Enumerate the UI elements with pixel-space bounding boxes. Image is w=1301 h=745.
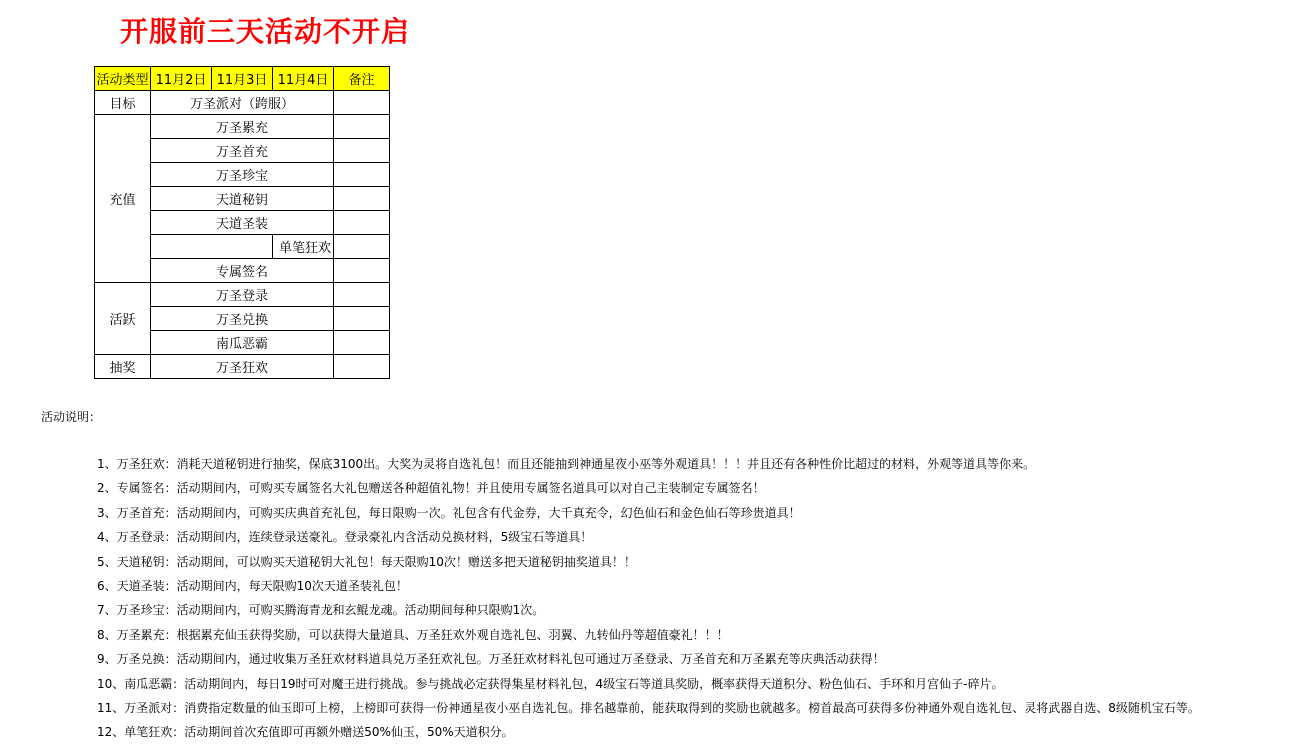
- list-item: 10、南瓜恶霸：活动期间内，每日19时可对魔王进行挑战。参与挑战必定获得集星材料礼包，4级宝石等道具奖励，概率获得天道积分、粉色仙石、手环和月宫仙子-碎片。: [97, 676, 1004, 691]
- activity-cell: 天道秘钥: [151, 187, 334, 211]
- activity-schedule-table: [94, 66, 390, 379]
- remarks-cell: [334, 331, 390, 355]
- list-item: 4、万圣登录：活动期间内，连续登录送豪礼。登录豪礼内含活动兑换材料，5级宝石等道具！: [97, 530, 593, 545]
- remarks-cell: [334, 211, 390, 235]
- list-item: 2、专属签名：活动期间内，可购买专属签名大礼包赠送各种超值礼物！并且使用专属签名道具可以对自己主装制定专属签名！: [97, 481, 765, 496]
- header-nov-4: 11月4日: [273, 67, 334, 91]
- remarks-cell: [334, 115, 390, 139]
- page-title: 开服前三天活动不开启: [120, 15, 411, 48]
- table-row: [95, 91, 390, 115]
- activity-cell: 万圣派对（跨服）: [151, 91, 334, 115]
- activity-cell: 万圣累充: [151, 115, 334, 139]
- list-item: 12、单笔狂欢：活动期间首次充值即可再额外赠送50%仙玉，50%天道积分。: [97, 725, 514, 740]
- remarks-cell: [334, 355, 390, 379]
- activity-cell: 万圣兑换: [151, 307, 334, 331]
- activity-cell: 专属签名: [151, 259, 334, 283]
- list-item: 9、万圣兑换：活动期间内，通过收集万圣狂欢材料道具兑万圣狂欢礼包。万圣狂欢材料礼包可通过万圣登录、万圣首充和万圣累充等庆典活动获得！: [97, 652, 885, 667]
- remarks-cell: [334, 139, 390, 163]
- remarks-cell: [334, 163, 390, 187]
- activity-cell: 万圣首充: [151, 139, 334, 163]
- list-item: 5、天道秘钥：活动期间，可以购买天道秘钥大礼包！每天限购10次！赠送多把天道秘钥抽奖道具！！: [97, 554, 636, 569]
- activity-cell: 万圣珍宝: [151, 163, 334, 187]
- list-item: 11、万圣派对：消费指定数量的仙玉即可上榜，上榜即可获得一份神通星夜小巫自选礼包。排名越靠前，能获取得到的奖励也就越多。榜首最高可获得多份神通外观自选礼包、灵将武器自选、8级随机宝石等。: [97, 700, 1200, 715]
- remarks-cell: [334, 187, 390, 211]
- activity-cell: 天道圣装: [151, 211, 334, 235]
- activity-cell: 万圣狂欢: [151, 355, 334, 379]
- list-item: 6、天道圣装：活动期间内，每天限购10次天道圣装礼包！: [97, 578, 408, 593]
- category-cell-lottery: 抽奖: [95, 355, 151, 379]
- activity-description-label: 活动说明：: [41, 410, 102, 424]
- activity-cell-nov-4: 单笔狂欢: [273, 235, 334, 259]
- table-row: [95, 283, 390, 307]
- empty-date-cell: [151, 235, 273, 259]
- remarks-cell: [334, 283, 390, 307]
- list-item: 1、万圣狂欢：消耗天道秘钥进行抽奖，保底3100出。大奖为灵将自选礼包！而且还能抽到神通星夜小巫等外观道具！！！并且还有各种性价比超过的材料，外观等道具等你来。: [97, 457, 1036, 471]
- remarks-cell: [334, 259, 390, 283]
- table-row: [95, 115, 390, 139]
- activity-notes-list: [97, 452, 1200, 745]
- activity-cell: 万圣登录: [151, 283, 334, 307]
- category-cell-recharge: 充值: [95, 115, 151, 283]
- header-nov-2: 11月2日: [151, 67, 212, 91]
- remarks-cell: [334, 91, 390, 115]
- remarks-cell: [334, 307, 390, 331]
- table-row: [95, 355, 390, 379]
- header-remarks: 备注: [334, 67, 390, 91]
- header-activity-type: 活动类型: [95, 67, 151, 91]
- list-item: 7、万圣珍宝：活动期间内，可购买腾海青龙和玄鲲龙魂。活动期间每种只限购1次。: [97, 603, 545, 618]
- category-cell-goal: 目标: [95, 91, 151, 115]
- list-item: 3、万圣首充：活动期间内，可购买庆典首充礼包，每日限购一次。礼包含有代金券，大千真充令，幻色仙石和金色仙石等珍贵道具！: [97, 505, 801, 520]
- activity-cell: 南瓜恶霸: [151, 331, 334, 355]
- header-nov-3: 11月3日: [212, 67, 273, 91]
- list-item: 8、万圣累充：根据累充仙玉获得奖励，可以获得大量道具、万圣狂欢外观自选礼包、羽翼、九转仙丹等超值豪礼！！！: [97, 627, 729, 642]
- category-cell-active: 活跃: [95, 283, 151, 355]
- remarks-cell: [334, 235, 390, 259]
- table-header-row: [95, 67, 390, 91]
